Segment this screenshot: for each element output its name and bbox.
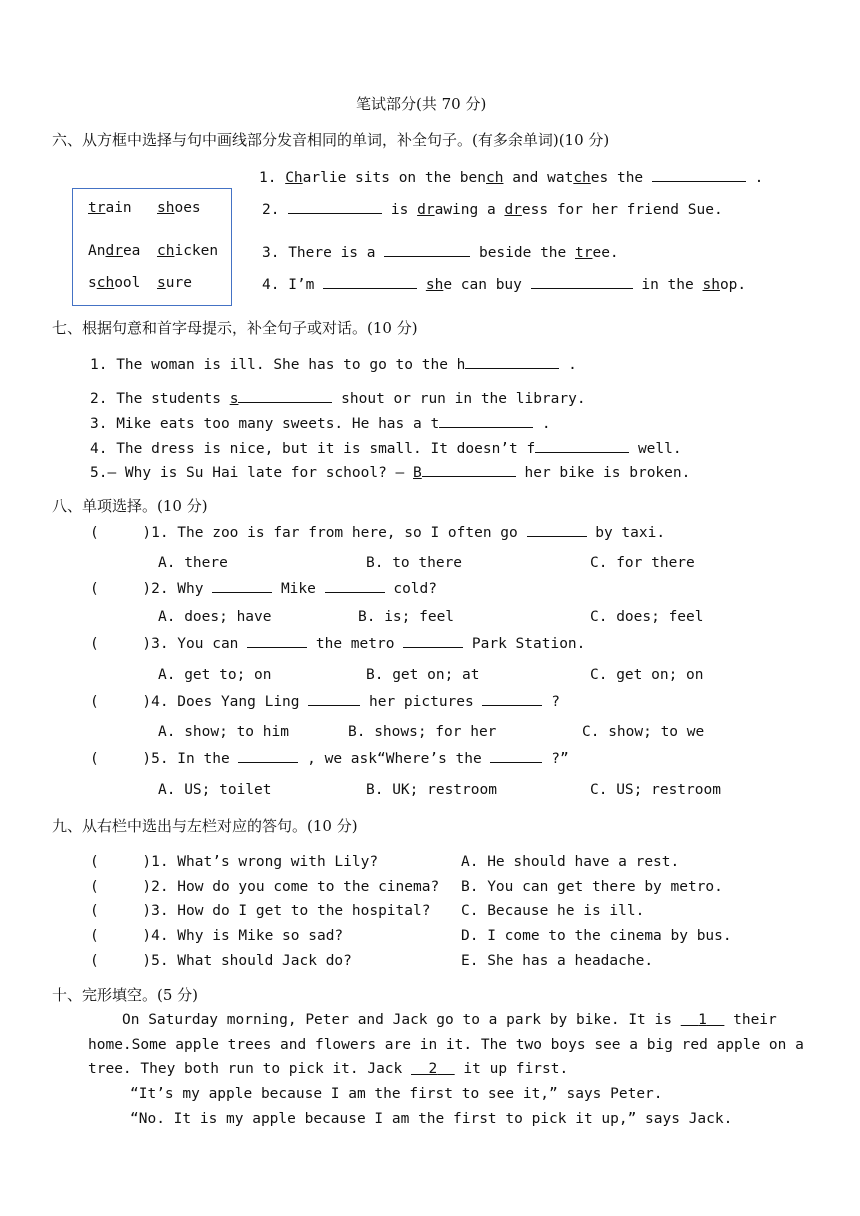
answer-blank[interactable] (238, 389, 332, 403)
section-8-heading: 八、单项选择。(10 分) (52, 497, 208, 515)
sec8-q2-option-c[interactable]: C. does; feel (590, 609, 704, 625)
sec8-question-1: ( )1. The zoo is far from here, so I often go by taxi. (90, 525, 666, 541)
sec8-q4-option-c[interactable]: C. show; to we (582, 724, 705, 740)
answer-blank (325, 579, 385, 593)
sec8-q5-option-b[interactable]: B. UK; restroom (366, 782, 497, 798)
answer-paren[interactable]: ( ) (90, 636, 152, 652)
answer-blank (238, 749, 298, 763)
section-7-heading: 七、根据句意和首字母提示，补全句子或对话。(10 分) (52, 319, 418, 337)
box-word-school: school (88, 275, 141, 291)
answer-paren[interactable]: ( ) (90, 854, 152, 870)
answer-paren[interactable]: ( ) (90, 903, 152, 919)
sec9-right-e: E. She has a headache. (461, 953, 654, 969)
sec8-question-4: ( )4. Does Yang Ling her pictures ? (90, 694, 560, 710)
passage-line-5: “No. It is my apple because I am the first to pick it up,” says Jack. (130, 1111, 733, 1127)
sec8-q5-option-a[interactable]: A. US; toilet (158, 782, 272, 798)
sec8-q4-option-b[interactable]: B. shows; for her (348, 724, 497, 740)
box-word-andrea: Andrea (88, 243, 141, 259)
sec8-q2-option-a[interactable]: A. does; have (158, 609, 272, 625)
section-10-heading: 十、完形填空。(5 分) (52, 986, 199, 1004)
answer-blank[interactable] (465, 355, 559, 369)
sec8-question-5: ( )5. In the , we ask“Where’s the ?” (90, 751, 569, 767)
answer-blank (482, 692, 542, 706)
answer-blank[interactable] (652, 168, 746, 182)
sec8-q1-option-c[interactable]: C. for there (590, 555, 695, 571)
sec8-q2-option-b[interactable]: B. is; feel (358, 609, 455, 625)
answer-blank (247, 634, 307, 648)
page-title: 笔试部分(共 70 分) (356, 95, 487, 113)
passage-line-1: On Saturday morning, Peter and Jack go to a park by bike. It is 1 their (122, 1012, 777, 1028)
cloze-blank-2[interactable]: 2 (428, 1061, 438, 1077)
sec9-right-c: C. Because he is ill. (461, 903, 645, 919)
sec8-q5-option-c[interactable]: C. US; restroom (590, 782, 721, 798)
passage-line-4: “It’s my apple because I am the first to see it,” says Peter. (130, 1086, 663, 1102)
answer-paren[interactable]: ( ) (90, 694, 152, 710)
sec7-question-5: 5.— Why is Su Hai late for school? — B her bike is broken. (90, 465, 691, 481)
sec9-right-a: A. He should have a rest. (461, 854, 680, 870)
answer-blank (308, 692, 360, 706)
answer-blank (403, 634, 463, 648)
sec9-left-4: ( )4. Why is Mike so sad? (90, 928, 344, 944)
sec8-question-3: ( )3. You can the metro Park Station. (90, 636, 586, 652)
sec8-q3-option-a[interactable]: A. get to; on (158, 667, 272, 683)
sec9-right-b: B. You can get there by metro. (461, 879, 723, 895)
box-word-shoes: shoes (157, 200, 201, 216)
sec9-right-d: D. I come to the cinema by bus. (461, 928, 732, 944)
box-word-chicken: chicken (157, 243, 219, 259)
answer-blank (212, 579, 272, 593)
sec8-q1-option-a[interactable]: A. there (158, 555, 228, 571)
answer-paren[interactable]: ( ) (90, 879, 152, 895)
sec6-question-1: 1. Charlie sits on the bench and watches the . (259, 170, 764, 186)
sec8-q3-option-c[interactable]: C. get on; on (590, 667, 704, 683)
answer-blank[interactable] (422, 463, 516, 477)
sec7-question-4: 4. The dress is nice, but it is small. It doesn’t f well. (90, 441, 682, 457)
answer-paren[interactable]: ( ) (90, 751, 152, 767)
passage-line-2: home.Some apple trees and flowers are in it. The two boys see a big red apple on a (88, 1037, 804, 1053)
answer-blank[interactable] (323, 275, 417, 289)
sec7-question-3: 3. Mike eats too many sweets. He has a t . (90, 416, 551, 432)
answer-blank[interactable] (439, 414, 533, 428)
sec6-question-3: 3. There is a beside the tree. (262, 245, 619, 261)
cloze-blank-1[interactable]: 1 (698, 1012, 707, 1028)
sec7-question-2: 2. The students s shout or run in the library. (90, 391, 586, 407)
box-word-sure: sure (157, 275, 192, 291)
answer-blank[interactable] (531, 275, 633, 289)
answer-blank[interactable] (535, 439, 629, 453)
answer-blank (527, 523, 587, 537)
sec8-question-2: ( )2. Why Mike cold? (90, 581, 437, 597)
box-word-train: train (88, 200, 132, 216)
sec7-question-1: 1. The woman is ill. She has to go to the h . (90, 357, 577, 373)
sec6-question-2: 2. is drawing a dress for her friend Sue. (262, 202, 723, 218)
section-6-heading: 六、从方框中选择与句中画线部分发音相同的单词，补全句子。(有多余单词)(10 分) (52, 131, 610, 149)
passage-line-3: tree. They both run to pick it. Jack 2 it up first. (88, 1061, 569, 1077)
answer-paren[interactable]: ( ) (90, 928, 152, 944)
sec8-q4-option-a[interactable]: A. show; to him (158, 724, 289, 740)
answer-paren[interactable]: ( ) (90, 525, 152, 541)
sec6-question-4: 4. I’m she can buy in the shop. (262, 277, 747, 293)
sec9-left-5: ( )5. What should Jack do? (90, 953, 352, 969)
sec9-left-2: ( )2. How do you come to the cinema? (90, 879, 440, 895)
sec8-q3-option-b[interactable]: B. get on; at (366, 667, 480, 683)
answer-blank (490, 749, 542, 763)
sec9-left-3: ( )3. How do I get to the hospital? (90, 903, 431, 919)
sec9-left-1: ( )1. What’s wrong with Lily? (90, 854, 379, 870)
sec8-q1-option-b[interactable]: B. to there (366, 555, 463, 571)
answer-paren[interactable]: ( ) (90, 581, 152, 597)
answer-paren[interactable]: ( ) (90, 953, 152, 969)
section-9-heading: 九、从右栏中选出与左栏对应的答句。(10 分) (52, 817, 358, 835)
answer-blank[interactable] (288, 200, 382, 214)
answer-blank[interactable] (384, 243, 470, 257)
